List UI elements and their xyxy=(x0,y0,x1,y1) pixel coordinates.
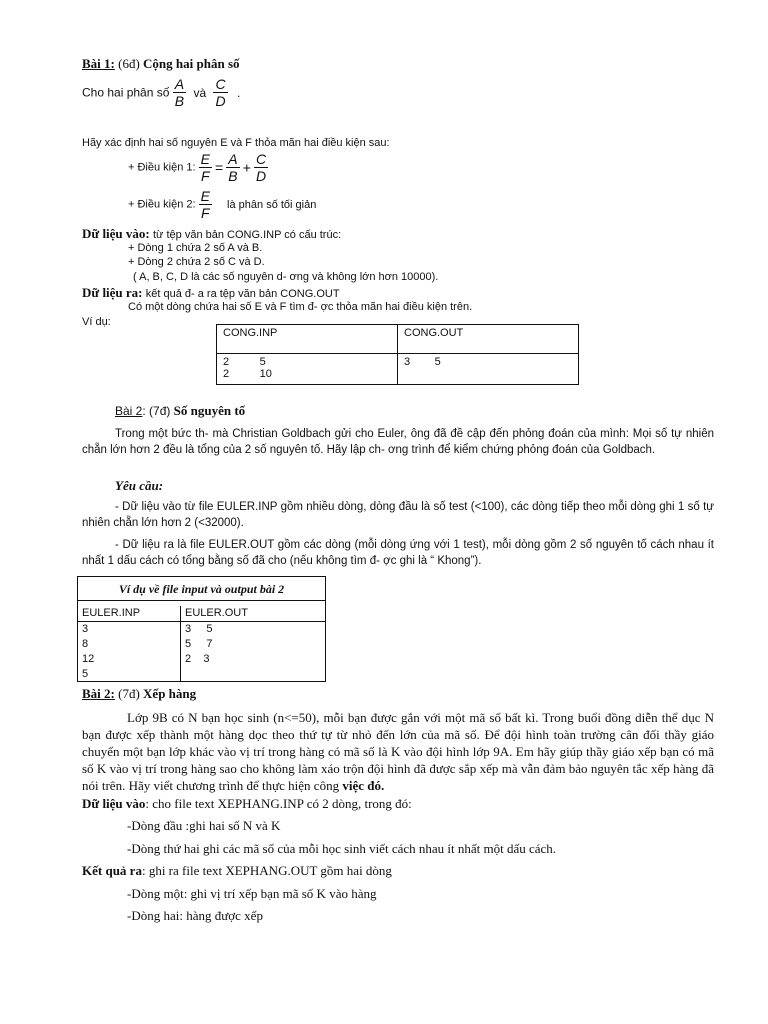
bai2a-req1: - Dữ liệu vào từ file EULER.INP gồm nhiều dòng, dòng đầu là số test (<100), các dòng tiếp theo mỗi dòng ghi 1 số tự nhiên chẵn lớn hơn 2 (<32000). xyxy=(82,501,714,529)
bai2a-para1: Trong một bức th- mà Christian Goldbach gửi cho Euler, ông đã đề cập đến phỏng đoán của mình: Mọi số tự nhiên chẵn lớn hơn 2 đều là tổng của 2 số nguyên tố. Hãy lập ch- ơng trình để kiểm chứng phỏng đoán của Goldbach. xyxy=(82,428,714,456)
para-text: Lớp 9B có N bạn học sinh (n<=50), mỗi bạn được gắn với một mã số bất kì. Trong buổi đồng diễn thể dục N bạn được xếp thành một hàng dọc theo thứ tự từ nhỏ đến lớn của mã số. Để đội hình toàn trường cân đối thầy giáo chuyển một bạn lớp khác vào vị trí trong hàng có mã số là K vào đội hình lớp 9A. Em hãy giúp thầy giáo xếp bạn có mã số K vào vị trí trong hàng sao cho không làm xáo trộn đội hình đã được sắp xếp mà vẫn đảm bảo nguyên tắc xếp hàng đã nói trên. Hãy viết chương trình để thực hiện công xyxy=(82,710,714,793)
bai1-example-label: Ví dụ: xyxy=(82,316,111,328)
bai2b-label: Bài 2: xyxy=(82,686,115,701)
bai1-intro: Cho hai phân số xyxy=(82,85,170,100)
bai2a-heading xyxy=(115,403,245,419)
frac-num: C xyxy=(215,76,226,92)
bai1-cond1 xyxy=(128,151,268,184)
frac-den: F xyxy=(201,205,210,221)
frac-den: B xyxy=(228,168,238,184)
bai1-output-line: Có một dòng chứa hai số E và F tìm đ- ợc thỏa mãn hai điều kiện trên. xyxy=(128,301,473,313)
bai1-heading xyxy=(82,56,240,72)
bai2a-req2: - Dữ liệu ra là file EULER.OUT gồm các dòng (mỗi dòng ứng với 1 test), mỗi dòng gồm 2 số nguyên tố cách nhau ít nhất 1 dấu cách có tổng bằng số đã cho (nếu không tìm đ- ợc ghi là “ Khong”). xyxy=(82,539,714,567)
table-cell-line: 5 xyxy=(82,668,89,680)
bai2b-input-line2: -Dòng thứ hai ghi các mã số của mỗi học sinh viết cách nhau ít nhất một dấu cách. xyxy=(127,841,557,856)
fraction-c-d xyxy=(254,151,268,184)
bai2b-output-heading xyxy=(82,863,392,879)
output-text: : ghi ra file text XEPHANG.OUT gồm hai dòng xyxy=(141,863,392,878)
bai1-and: và xyxy=(193,85,207,100)
table-cell-line: 3 5 xyxy=(404,356,441,368)
bai1-input-heading xyxy=(82,226,341,242)
output-label: Kết quả ra xyxy=(82,863,142,878)
cond1-label: + Điều kiện 1: xyxy=(128,161,196,174)
input-text: từ tệp văn bản CONG.INP có cấu trúc: xyxy=(153,229,342,241)
bai2b-title: Xếp hàng xyxy=(143,686,197,701)
equals-sign: = xyxy=(215,159,224,176)
table-cell xyxy=(217,354,398,385)
bai1-input-line2: + Dòng 2 chứa 2 số C và D. xyxy=(128,256,265,268)
table-cell-line: 2 5 xyxy=(223,356,266,368)
bai1-intro-line xyxy=(82,76,240,109)
bai2b-input-heading xyxy=(82,796,412,812)
fraction-a-b xyxy=(226,151,239,184)
euler-example-table xyxy=(78,606,325,682)
fraction-e-f xyxy=(199,188,212,221)
table-cell xyxy=(181,622,326,683)
table-header: EULER.OUT xyxy=(181,606,326,622)
bai1-input-line3: ( A, B, C, D là các số nguyên d- ơng và không lớn hơn 10000). xyxy=(133,271,439,283)
bai2a-title: Số nguyên tố xyxy=(173,403,246,418)
bai1-points: (6đ) xyxy=(118,56,140,71)
frac-den: F xyxy=(201,168,210,184)
output-text: kết quả đ- a ra tệp văn bản CONG.OUT xyxy=(145,288,340,300)
frac-num: E xyxy=(200,188,210,204)
frac-den: D xyxy=(215,93,226,109)
req-label: Yêu cầu: xyxy=(115,478,164,493)
frac-num: A xyxy=(174,76,185,92)
frac-num: E xyxy=(200,151,210,167)
frac-den: D xyxy=(255,168,267,184)
table-header: EULER.INP xyxy=(78,606,181,622)
table-cell-line: 8 xyxy=(82,638,89,650)
table-header: CONG.OUT xyxy=(398,325,579,354)
bai2b-heading xyxy=(82,686,196,702)
cond2-label: + Điều kiện 2: xyxy=(128,198,196,211)
euler-caption: Ví dụ về file input và output bài 2 xyxy=(118,582,285,596)
table-cell-line: 3 xyxy=(82,623,89,635)
bai2a-label: Bài 2 xyxy=(115,404,143,418)
table-cell xyxy=(398,354,579,385)
bai1-input-line1: + Dòng 1 chứa 2 số A và B. xyxy=(128,242,263,254)
table-cell-line: 2 3 xyxy=(185,653,210,665)
input-text: : cho file text XEPHANG.INP có 2 dòng, trong đó: xyxy=(145,796,412,811)
bai2b-output-line2: -Dòng hai: hàng được xếp xyxy=(127,908,263,923)
bai1-cond2 xyxy=(128,188,316,221)
bai2b-para1 xyxy=(82,709,714,794)
table-cell-line: 5 7 xyxy=(185,638,213,650)
bai2a-points: : (7đ) xyxy=(142,404,171,418)
table-cell-line: 12 xyxy=(82,653,95,665)
table-cell xyxy=(78,622,181,683)
table-cell-line: 3 5 xyxy=(185,623,213,635)
bai1-task: Hãy xác định hai số nguyên E và F thỏa mãn hai điều kiện sau: xyxy=(82,137,390,149)
table-cell-line: 2 10 xyxy=(223,368,272,380)
euler-example-box xyxy=(77,576,326,682)
fraction-e-f xyxy=(199,151,212,184)
bai1-label: Bài 1: xyxy=(82,56,115,71)
plus-sign: + xyxy=(242,159,251,176)
bai1-dot: . xyxy=(236,85,241,100)
input-label: Dữ liệu vào xyxy=(82,796,146,811)
cond2-text: là phân số tối giản xyxy=(227,198,317,211)
para-bold: việc đó. xyxy=(342,778,385,793)
input-label: Dữ liệu vào: xyxy=(82,226,150,241)
fraction-a-b xyxy=(173,76,186,109)
fraction-c-d xyxy=(213,76,227,109)
cong-example-table xyxy=(216,324,579,385)
bai2b-input-line1: -Dòng đầu :ghi hai số N và K xyxy=(127,818,281,833)
bai2b-points: (7đ) xyxy=(118,686,140,701)
bai2a-req-label xyxy=(115,478,163,494)
bai1-output-heading xyxy=(82,285,340,301)
bai1-title: Cộng hai phân số xyxy=(143,56,240,71)
euler-caption-row xyxy=(78,577,325,601)
output-label: Dữ liệu ra: xyxy=(82,285,143,300)
table-header: CONG.INP xyxy=(217,325,398,354)
frac-num: A xyxy=(228,151,238,167)
frac-den: B xyxy=(174,93,185,109)
frac-num: C xyxy=(255,151,267,167)
bai2b-output-line1: -Dòng một: ghi vị trí xếp bạn mã số K vào hàng xyxy=(127,886,377,901)
